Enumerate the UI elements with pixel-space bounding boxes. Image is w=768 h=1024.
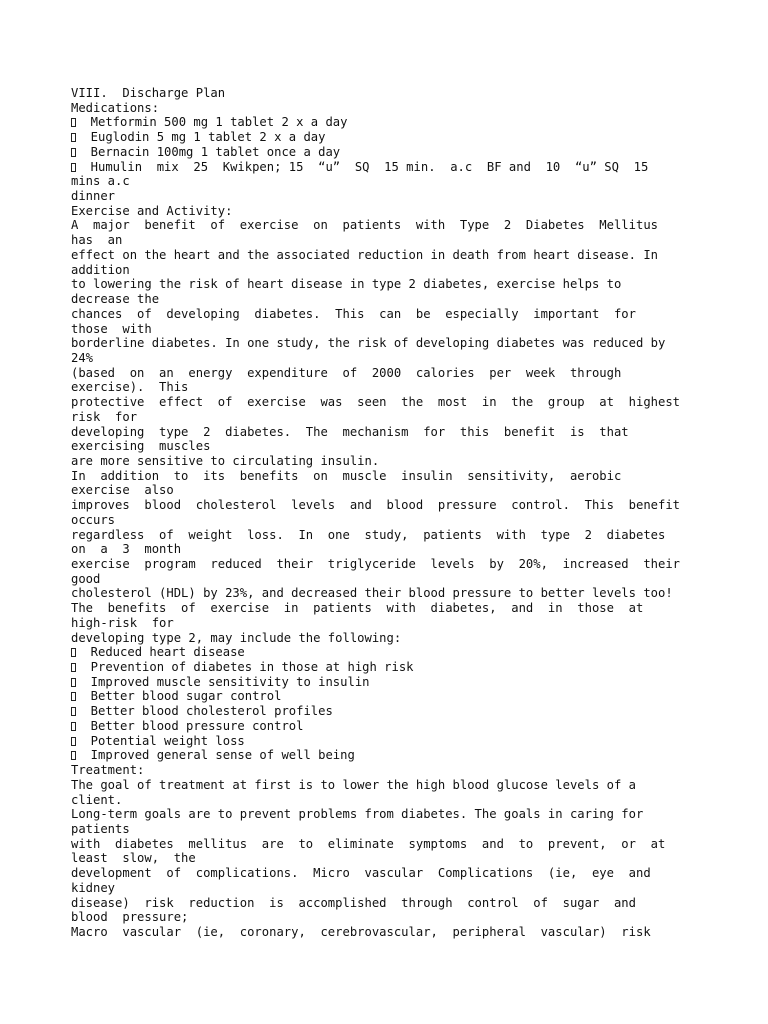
line-text: those with xyxy=(71,321,152,336)
text-line xyxy=(71,233,751,248)
line-text: has an xyxy=(71,233,123,248)
text-line xyxy=(71,380,751,395)
line-text: on a 3 month xyxy=(71,542,182,557)
line-text: dinner xyxy=(71,189,116,204)
text-line xyxy=(71,410,751,425)
line-text: 24% xyxy=(71,350,94,365)
text-line xyxy=(71,925,751,940)
bullet-line xyxy=(71,145,751,160)
bullet-line xyxy=(71,160,751,175)
text-line xyxy=(71,425,751,440)
text-line xyxy=(71,218,751,233)
text-line xyxy=(71,763,751,778)
text-line xyxy=(71,572,751,587)
text-line xyxy=(71,248,751,263)
line-text: occurs xyxy=(71,512,116,527)
line-text: to lowering the risk of heart disease in type 2 diabetes, exercise helps to xyxy=(71,277,622,292)
bullet-line xyxy=(71,645,751,660)
line-text: good xyxy=(71,571,101,586)
bullet-line xyxy=(71,115,751,130)
line-text: risk for xyxy=(71,409,138,424)
text-line xyxy=(71,307,751,322)
line-text: Prevention of diabetes in those at high risk xyxy=(76,660,414,675)
line-text: mins a.c xyxy=(71,174,130,189)
line-text: patients xyxy=(71,821,130,836)
text-line xyxy=(71,395,751,410)
text-line xyxy=(71,542,751,557)
text-line xyxy=(71,778,751,793)
text-line xyxy=(71,189,751,204)
line-text: Treatment: xyxy=(71,763,145,778)
text-line xyxy=(71,498,751,513)
line-text: The benefits of exercise in patients with diabetes, and in those at xyxy=(71,601,644,616)
bullet-line xyxy=(71,734,751,749)
text-line xyxy=(71,174,751,189)
text-line xyxy=(71,881,751,896)
text-line xyxy=(71,483,751,498)
text-line xyxy=(71,513,751,528)
text-line xyxy=(71,204,751,219)
text-line xyxy=(71,866,751,881)
line-text: VIII. Discharge Plan xyxy=(71,86,226,100)
line-text: Better blood cholesterol profiles xyxy=(76,704,333,719)
line-text: (based on an energy expenditure of 2000 calories per week through xyxy=(71,365,622,380)
line-text: development of complications. Micro vascular Complications (ie, eye and xyxy=(71,866,651,881)
line-text: protective effect of exercise was seen the most in the group at highest xyxy=(71,395,681,410)
line-text: blood pressure; xyxy=(71,910,189,925)
line-text: decrease the xyxy=(71,292,160,307)
line-text: with diabetes mellitus are to eliminate symptoms and to prevent, or at xyxy=(71,836,666,851)
text-line xyxy=(71,351,751,366)
bullet-line xyxy=(71,675,751,690)
line-text: cholesterol (HDL) by 23%, and decreased their blood pressure to better levels too! xyxy=(71,586,673,601)
text-line xyxy=(71,101,751,116)
line-text: borderline diabetes. In one study, the risk of developing diabetes was reduced by xyxy=(71,336,666,351)
line-text: addition xyxy=(71,262,130,277)
line-text: chances of developing diabetes. This can be especially important for xyxy=(71,306,636,321)
line-text: The goal of treatment at first is to lower the high blood glucose levels of a xyxy=(71,777,636,792)
line-text: effect on the heart and the associated reduction in death from heart disease. In xyxy=(71,247,658,262)
line-text: are more sensitive to circulating insulin. xyxy=(71,453,380,468)
line-text: Exercise and Activity: xyxy=(71,203,233,218)
text-line xyxy=(71,896,751,911)
text-line xyxy=(71,601,751,616)
line-text: client. xyxy=(71,792,123,807)
line-text: developing type 2, may include the following: xyxy=(71,630,402,645)
line-text: high-risk for xyxy=(71,615,174,630)
line-text: Macro vascular (ie, coronary, cerebrovascular, peripheral vascular) risk xyxy=(71,924,651,939)
bullet-line xyxy=(71,719,751,734)
text-line xyxy=(71,469,751,484)
line-text: least slow, the xyxy=(71,851,196,866)
bullet-line xyxy=(71,130,751,145)
line-text: Potential weight loss xyxy=(76,733,245,748)
line-text: exercise also xyxy=(71,483,174,498)
line-text: kidney xyxy=(71,880,116,895)
text-line xyxy=(71,528,751,543)
bullet-line xyxy=(71,660,751,675)
line-text: Long-term goals are to prevent problems from diabetes. The goals in caring for xyxy=(71,807,644,822)
line-text: exercising muscles xyxy=(71,439,211,454)
text-line xyxy=(71,86,751,101)
text-line xyxy=(71,439,751,454)
line-text: exercise). This xyxy=(71,380,189,395)
line-text: Metformin 500 mg 1 tablet 2 x a day xyxy=(76,115,348,130)
text-line xyxy=(71,851,751,866)
line-text: In addition to its benefits on muscle insulin sensitivity, aerobic xyxy=(71,468,622,483)
text-line xyxy=(71,336,751,351)
line-text: Better blood pressure control xyxy=(76,718,304,733)
text-line xyxy=(71,557,751,572)
text-line xyxy=(71,631,751,646)
line-text: disease) risk reduction is accomplished through control of sugar and xyxy=(71,895,636,910)
line-text: Humulin mix 25 Kwikpen; 15 “u” SQ 15 min. a.c BF and 10 “u” SQ 15 xyxy=(76,159,649,174)
text-line xyxy=(71,822,751,837)
text-line xyxy=(71,586,751,601)
line-text: Improved muscle sensitivity to insulin xyxy=(76,674,370,689)
bullet-line xyxy=(71,748,751,763)
line-text: exercise program reduced their triglyceride levels by 20%, increased their xyxy=(71,557,681,571)
line-text: improves blood cholesterol levels and blood pressure control. This benefit xyxy=(71,498,681,513)
text-line xyxy=(71,910,751,925)
bullet-line xyxy=(71,704,751,719)
text-line xyxy=(71,807,751,822)
text-line xyxy=(71,454,751,469)
text-line xyxy=(71,616,751,631)
bullet-line xyxy=(71,689,751,704)
line-text: Improved general sense of well being xyxy=(76,748,355,763)
line-text: Bernacin 100mg 1 tablet once a day xyxy=(76,144,341,159)
line-text: developing type 2 diabetes. The mechanism for this benefit is that xyxy=(71,424,629,439)
line-text: A major benefit of exercise on patients with Type 2 Diabetes Mellitus xyxy=(71,218,658,233)
text-line xyxy=(71,793,751,808)
text-line xyxy=(71,263,751,278)
line-text: regardless of weight loss. In one study, patients with type 2 diabetes xyxy=(71,527,666,542)
document-page xyxy=(71,86,751,940)
text-line xyxy=(71,837,751,852)
text-line xyxy=(71,322,751,337)
line-text: Medications: xyxy=(71,100,160,115)
text-line xyxy=(71,277,751,292)
line-text: Reduced heart disease xyxy=(76,645,245,660)
line-text: Better blood sugar control xyxy=(76,689,282,704)
text-line xyxy=(71,292,751,307)
line-text: Euglodin 5 mg 1 tablet 2 x a day xyxy=(76,130,326,145)
text-line xyxy=(71,366,751,381)
